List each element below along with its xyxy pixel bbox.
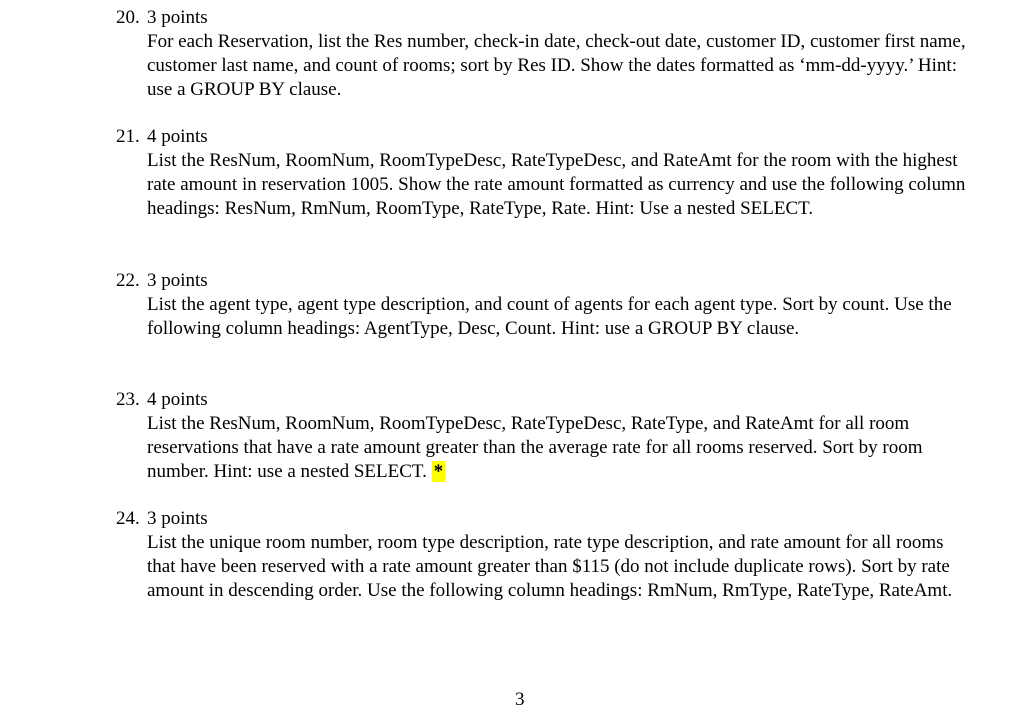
question-text: List the agent type, agent type description, and count of agents for each agent type. Sort by count. Use the following column headings: AgentType, Desc, Count. Hint: use a GROUP BY clause. — [147, 294, 952, 339]
question-text: For each Reservation, list the Res number, check-in date, check-out date, customer ID, customer first name, customer last name, and count of rooms; sort by Res ID. Show the dates formatted as ‘mm-dd-yyyy.’ Hint: use a GROUP BY clause. — [147, 31, 966, 100]
question-number: 24. — [116, 508, 140, 529]
question-23 — [116, 388, 976, 484]
question-24 — [116, 507, 976, 603]
question-number: 20. — [116, 7, 140, 28]
question-text-container — [147, 412, 969, 484]
question-text: List the ResNum, RoomNum, RoomTypeDesc, RateTypeDesc, and RateAmt for the room with the highest rate amount in reservation 1005. Show the rate amount formatted as currency and use the following column headings: ResNum, RmNum, RoomType, RateType, Rate. Hint: Use a nested SELECT. — [147, 150, 966, 219]
question-number: 22. — [116, 270, 140, 291]
question-number: 23. — [116, 389, 140, 410]
question-22 — [116, 269, 976, 341]
question-points: 4 points — [147, 126, 208, 147]
question-20 — [116, 6, 976, 102]
question-points: 4 points — [147, 389, 208, 410]
question-points: 3 points — [147, 270, 208, 291]
question-points: 3 points — [147, 7, 208, 28]
question-points: 3 points — [147, 508, 208, 529]
question-21 — [116, 125, 976, 221]
question-text: List the ResNum, RoomNum, RoomTypeDesc, RateTypeDesc, RateType, and RateAmt for all room reservations that have a rate amount greater than the average rate for all rooms reserved. Sort by room number. Hint: use a nested SELECT. — [147, 413, 923, 482]
page-number: 3 — [515, 689, 525, 710]
highlighted-asterisk-marker: * — [433, 461, 444, 482]
question-text: List the unique room number, room type description, rate type description, and rate amount for all rooms that have been reserved with a rate amount greater than $115 (do not include duplicate rows). Sort by rate amount in descending order. Use the following column headings: RmNum, RmType, RateType, RateAmt. — [147, 532, 953, 601]
question-number: 21. — [116, 126, 140, 147]
